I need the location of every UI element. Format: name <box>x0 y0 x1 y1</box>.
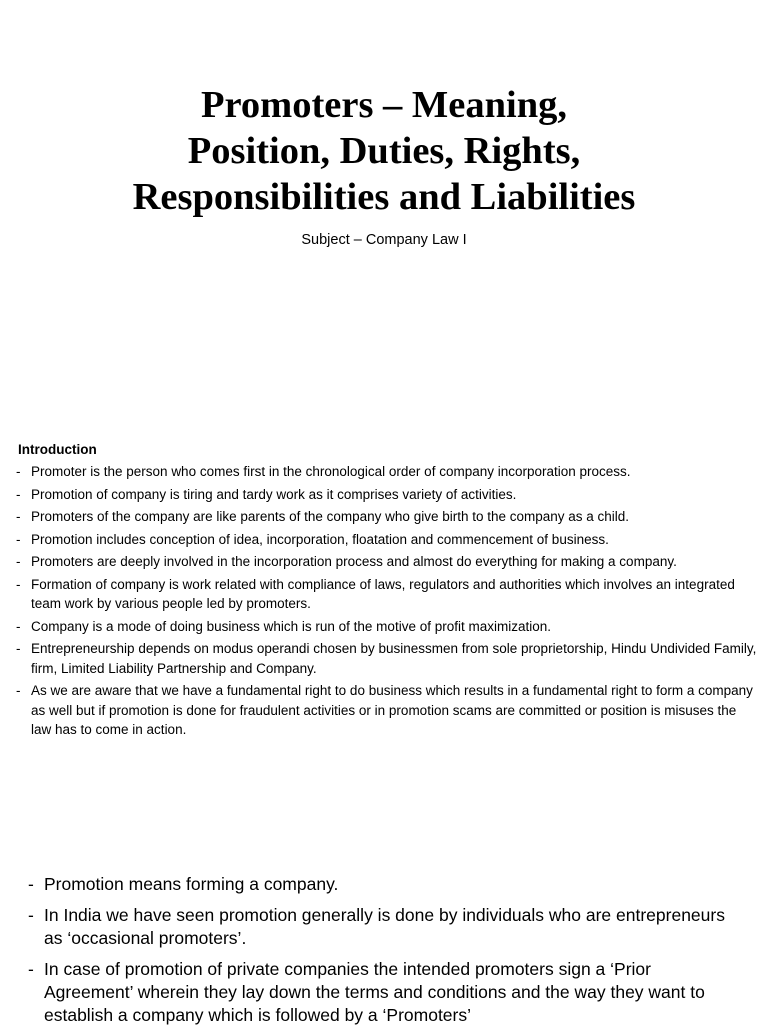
subtitle: Subject – Company Law I <box>301 232 467 248</box>
list-item-text: Promoters are deeply involved in the incorporation process and almost do everything for making a company. <box>31 554 677 569</box>
list-item-text: Promotion of company is tiring and tardy work as it comprises variety of activities. <box>31 486 517 502</box>
bullet-dash: - <box>16 576 21 592</box>
list-item-text: Entrepreneurship depends on modus operandi chosen by businessmen from sole proprietorship, Hindu Undivided Family, firm, Limited Liability Partnership and Company. <box>31 641 757 676</box>
list-item-text: In India we have seen promotion generally is done by individuals who are entrepreneurs as ‘occasional promoters’. <box>44 905 725 948</box>
list-item-text: Promoters of the company are like parents of the company who give birth to the company as a child. <box>31 509 630 524</box>
bullet-dash: - <box>16 531 21 547</box>
list-item <box>18 617 758 637</box>
promotion-section <box>30 873 730 1035</box>
introduction-section <box>18 441 758 743</box>
list-item <box>18 575 758 614</box>
bullet-dash: - <box>28 905 34 925</box>
list-item <box>18 530 758 550</box>
list-item <box>18 462 758 482</box>
list-item <box>18 681 758 740</box>
introduction-heading: Introduction <box>18 442 97 457</box>
list-item-text: Promotion includes conception of idea, incorporation, floatation and commencement of business. <box>31 531 609 547</box>
page-title <box>0 82 768 220</box>
promotion-list <box>30 873 730 1027</box>
list-item <box>30 958 730 1027</box>
bullet-dash: - <box>16 464 21 479</box>
list-item-text: In case of promotion of private companies the intended promoters sign a ‘Prior Agreement’ wherein they lay down the terms and conditions and the way they want to establish a company which is followed by a ‘Promoters’ <box>44 959 705 1025</box>
bullet-dash: - <box>28 874 34 894</box>
bullet-dash: - <box>16 554 21 569</box>
bullet-dash: - <box>16 683 21 698</box>
list-item <box>30 904 730 950</box>
list-item <box>18 507 758 527</box>
list-item-text: Formation of company is work related with compliance of laws, regulators and authorities which involves an integrated team work by various people led by promoters. <box>31 576 735 611</box>
list-item-text: Company is a mode of doing business which is run of the motive of profit maximization. <box>31 618 551 634</box>
list-item <box>30 873 730 896</box>
list-item-text: Promotion means forming a company. <box>44 874 339 894</box>
introduction-list <box>18 462 758 740</box>
bullet-dash: - <box>16 509 21 524</box>
title-line-3: Responsibilities and Liabilities <box>132 176 636 218</box>
list-item <box>18 552 758 572</box>
list-item-text: Promoter is the person who comes first in the chronological order of company incorporation process. <box>31 464 631 479</box>
bullet-dash: - <box>16 486 21 502</box>
title-line-2: Position, Duties, Rights, <box>187 130 581 172</box>
list-item <box>18 485 758 505</box>
list-item <box>18 639 758 678</box>
bullet-dash: - <box>16 641 21 656</box>
list-item-text: As we are aware that we have a fundamental right to do business which results in a fundamental right to form a company as well but if promotion is done for fraudulent activities or in promotion scams are committed or position is misuses the law has to come in action. <box>31 683 753 737</box>
bullet-dash: - <box>16 618 21 634</box>
bullet-dash: - <box>28 959 34 979</box>
title-line-1: Promoters – Meaning, <box>200 84 568 126</box>
